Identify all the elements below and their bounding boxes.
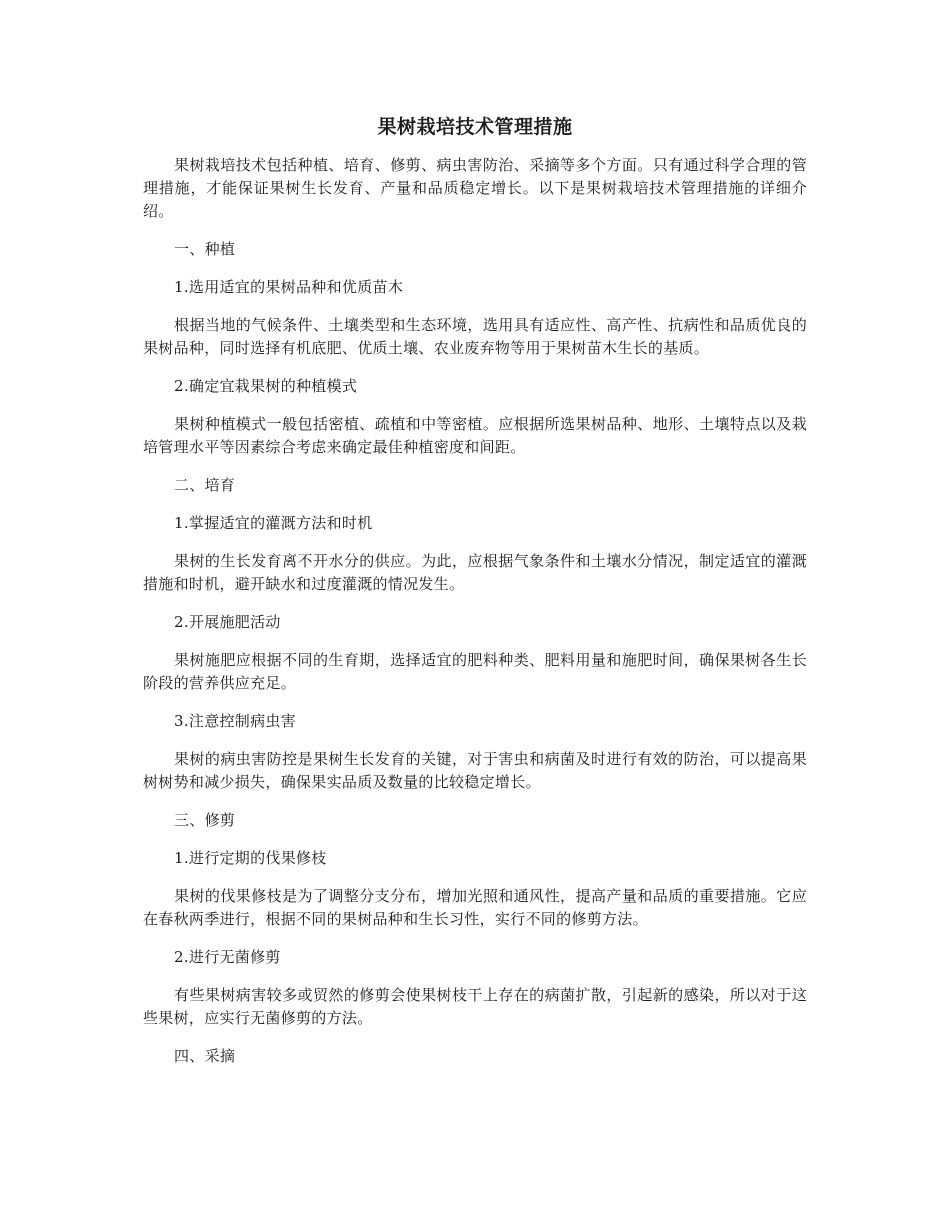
section-heading-planting: 一、种植 [174,240,236,258]
section-heading-cultivation: 二、培育 [174,476,236,494]
section-heading-harvest: 四、采摘 [174,1047,236,1065]
paragraph-fertilization: 果树施肥应根据不同的生育期，选择适宜的肥料种类、肥料用量和施肥时间，确保果树各生长阶段的营养供应充足。 [143,651,807,692]
document-page [143,112,807,1083]
subheading-fertilization: 2.开展施肥活动 [174,613,281,631]
document-title: 果树栽培技术管理措施 [377,116,573,138]
paragraph-variety-selection: 根据当地的气候条件、土壤类型和生态环境，选用具有适应性、高产性、抗病性和品质优良的果树品种，同时选择有机底肥、优质土壤、农业废弃物等用于果树苗木生长的基质。 [143,316,807,357]
paragraph-pest-control: 果树的病虫害防控是果树生长发育的关键，对于害虫和病菌及时进行有效的防治，可以提高果树树势和减少损失，确保果实品质及数量的比较稳定增长。 [143,750,807,791]
subheading-planting-mode: 2.确定宜栽果树的种植模式 [174,377,358,395]
subheading-irrigation: 1.掌握适宜的灌溉方法和时机 [174,514,373,532]
subheading-pest-control: 3.注意控制病虫害 [174,712,297,730]
paragraph-sterile-pruning: 有些果树病害较多或贸然的修剪会使果树枝干上存在的病菌扩散，引起新的感染，所以对于这些果树，应实行无菌修剪的方法。 [143,986,807,1027]
subheading-variety-selection: 1.选用适宜的果树品种和优质苗木 [174,278,404,296]
paragraph-planting-mode: 果树种植模式一般包括密植、疏植和中等密植。应根据所选果树品种、地形、土壤特点以及栽培管理水平等因素综合考虑来确定最佳种植密度和间距。 [143,415,807,456]
section-heading-pruning: 三、修剪 [174,811,236,829]
paragraph-irrigation: 果树的生长发育离不开水分的供应。为此，应根据气象条件和土壤水分情况，制定适宜的灌溉措施和时机，避开缺水和过度灌溉的情况发生。 [143,552,807,593]
intro-paragraph: 果树栽培技术包括种植、培育、修剪、病虫害防治、采摘等多个方面。只有通过科学合理的管理措施，才能保证果树生长发育、产量和品质稳定增长。以下是果树栽培技术管理措施的详细介绍。 [143,156,807,220]
subheading-regular-pruning: 1.进行定期的伐果修枝 [174,849,327,867]
subheading-sterile-pruning: 2.进行无菌修剪 [174,948,281,966]
paragraph-regular-pruning: 果树的伐果修枝是为了调整分支分布，增加光照和通风性，提高产量和品质的重要措施。它应在春秋两季进行，根据不同的果树品种和生长习性，实行不同的修剪方法。 [143,887,807,928]
